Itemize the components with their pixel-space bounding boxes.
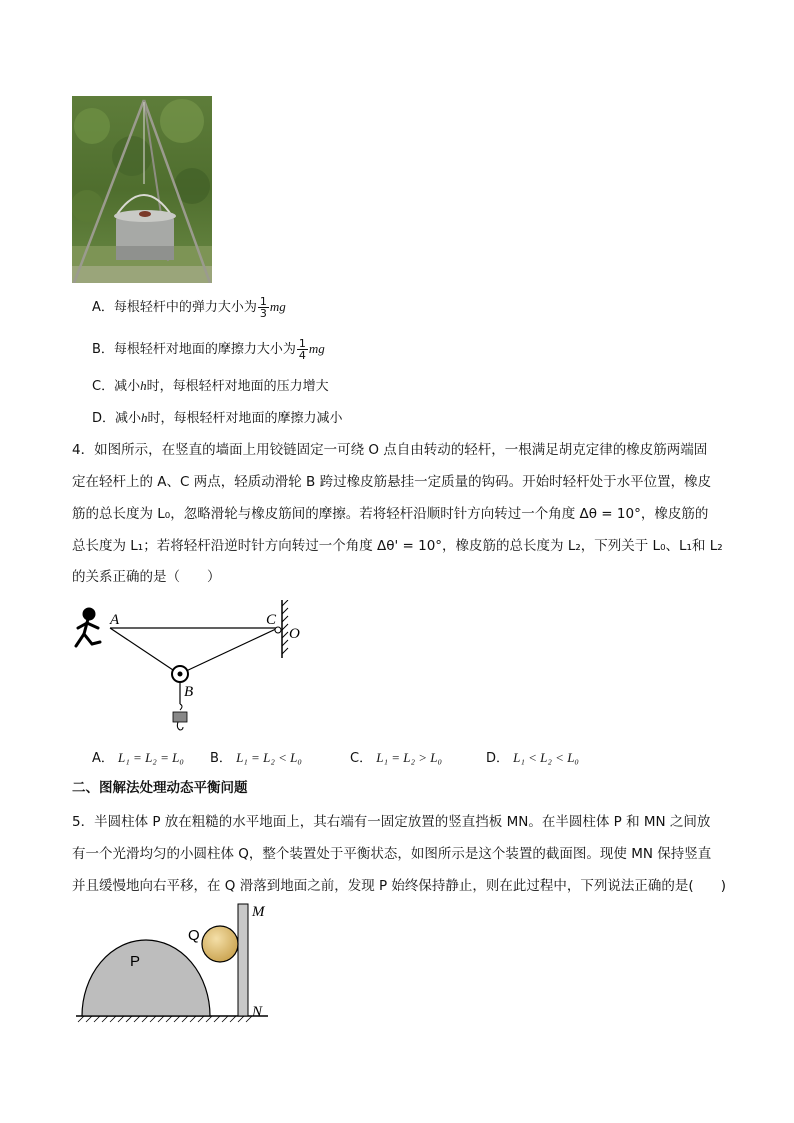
q4-option-d[interactable]	[486, 748, 579, 769]
wall-hatching	[282, 600, 288, 654]
fraction: $\frac{1}{4}$	[298, 337, 306, 362]
photo-svg	[72, 96, 212, 283]
option-c-label: C．	[350, 751, 373, 766]
semicylinder-p	[82, 940, 210, 1016]
option-c-expr: L₁ = L₂ > L₀	[376, 750, 443, 765]
label-c: C	[266, 612, 277, 628]
mg-symbol: mg	[308, 341, 325, 356]
q3-option-a[interactable]	[92, 296, 286, 319]
q4-line-5: 的关系正确的是（ ）	[72, 569, 221, 585]
fraction: $\frac{1}{3}$	[259, 295, 267, 320]
q5-line-1: 5．半圆柱体 P 放在粗糙的水平地面上，其右端有一固定放置的竖直挡板 MN。在半圆柱体 P 和 MN 之间放	[72, 814, 711, 830]
option-b-label: B．	[210, 751, 232, 766]
q4-option-b[interactable]	[210, 748, 302, 769]
rubber-band-right	[184, 628, 278, 672]
option-d-label: D．	[486, 751, 510, 766]
q4-line-4: 总长度为 L₁；若将轻杆沿逆时针方向转过一个角度 Δθ' = 10°，橡皮筋的总长度为 L₂，下列关于 L₀、L₁和 L₂	[72, 538, 723, 554]
stick-figure-icon	[76, 609, 100, 646]
label-q: Q	[188, 927, 200, 944]
q5-line-2: 有一个光滑均匀的小圆柱体 Q，整个装置处于平衡状态，如图所示是这个装置的截面图。现使 MN 保持竖直	[72, 846, 712, 862]
section-title: 二、图解法处理动态平衡问题	[72, 780, 248, 796]
option-a-label: A．	[92, 751, 114, 766]
q4-line-3: 筋的总长度为 L₀，忽略滑轮与橡皮筋间的摩擦。若将轻杆沿顺时针方向转过一个角度 Δθ = 10°，橡皮筋的	[72, 506, 709, 522]
label-o: O	[289, 626, 300, 642]
tripod-pot-photo	[72, 96, 212, 283]
label-a: A	[110, 612, 120, 628]
label-b: B	[184, 684, 194, 700]
q4-line-1: 4．如图所示，在竖直的墙面上用铰链固定一可绕 O 点自由转动的轻杆，一根满足胡克定律的橡皮筋两端固	[72, 442, 708, 458]
q3-option-c[interactable]	[92, 376, 329, 397]
hook-weight-icon	[173, 712, 187, 722]
baffle-mn	[238, 904, 248, 1016]
label-n: N	[252, 1004, 263, 1020]
label-m: M	[252, 904, 265, 920]
option-d-text: D．减小	[92, 411, 142, 426]
option-b-text: B．每根轻杆对地面的摩擦力大小为	[92, 342, 296, 357]
q4-option-a[interactable]	[92, 748, 184, 769]
label-p: P	[130, 953, 141, 970]
mg-symbol: mg	[269, 299, 286, 314]
q5-figure	[72, 900, 272, 1026]
h-symbol: h	[140, 378, 147, 393]
q4-line-2: 定在轻杆上的 A、C 两点，轻质动滑轮 B 跨过橡皮筋悬挂一定质量的钩码。开始时轻杆处于水平位置，橡皮	[72, 474, 712, 490]
q4-option-c[interactable]	[350, 748, 442, 769]
option-c-text-rest: 时，每根轻杆对地面的压力增大	[146, 379, 329, 394]
q3-option-d[interactable]	[92, 408, 343, 429]
q5-line-3: 并且缓慢地向右平移，在 Q 滑落到地面之前，发现 P 始终保持静止，则在此过程中，下列说法正确的是( )	[72, 878, 726, 894]
option-d-text-rest: 时，每根轻杆对地面的摩擦力减小	[147, 411, 343, 426]
q4-figure	[70, 600, 310, 740]
option-d-expr: L₁ < L₂ < L₀	[513, 750, 579, 765]
cylinder-q	[202, 926, 238, 962]
h-symbol: h	[141, 410, 148, 425]
option-b-expr: L₁ = L₂ < L₀	[236, 750, 302, 765]
option-a-expr: L₁ = L₂ = L₀	[118, 750, 184, 765]
q3-option-b[interactable]	[92, 338, 325, 361]
option-c-text: C．减小	[92, 379, 141, 394]
option-a-text: A．每根轻杆中的弹力大小为	[92, 300, 257, 315]
rubber-band-left	[110, 628, 176, 672]
ground-hatching	[78, 1016, 252, 1022]
